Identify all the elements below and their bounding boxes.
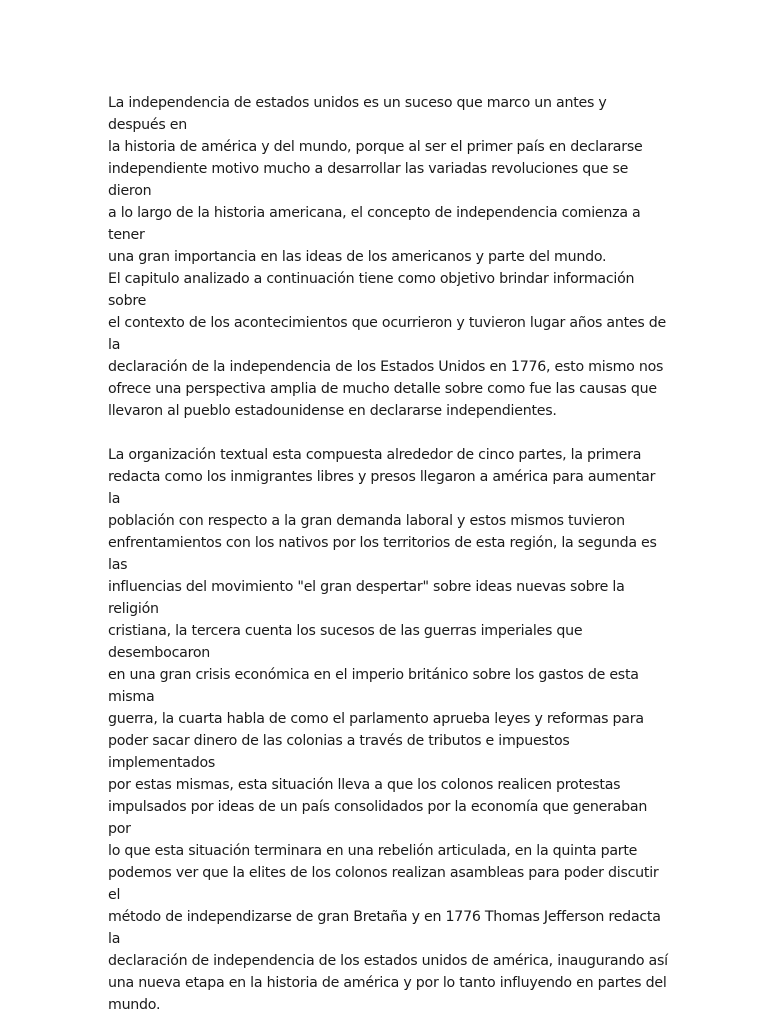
document-body [108, 92, 668, 1016]
paragraph-intro: La independencia de estados unidos es un suceso que marco un antes y después en la historia de américa y del mundo, porque al ser el primer país en declararse independiente motivo mucho a desarrollar las variadas revoluciones que se dieron a lo largo de la historia americana, el concepto de independencia comienza a tener una gran importancia en las ideas de los americanos y parte del mundo. [108, 95, 643, 265]
paragraph-spacer [108, 422, 668, 444]
paragraph-chapter-objective: El capitulo analizado a continuación tiene como objetivo brindar información sobre el contexto de los acontecimientos que ocurrieron y tuvieron lugar años antes de la declaración de la independencia de los Estados Unidos en 1776, esto mismo nos ofrece una perspectiva amplia de mucho detalle sobre como fue las causas que llevaron al pueblo estadounidense en declararse independientes. [108, 271, 667, 419]
paragraph-text-organization: La organización textual esta compuesta alrededor de cinco partes, la primera redacta como los inmigrantes libres y presos llegaron a américa para aumentar la población con respecto a la gran demanda laboral y estos mismos tuvieron enfrentamientos con los nativos por los territorios de esta región, la segunda es las influencias del movimiento "el gran despertar" sobre ideas nuevas sobre la religión cristiana, la tercera cuenta los sucesos de las guerras imperiales que desembocaron en una gran crisis económica en el imperio británico sobre los gastos de esta misma guerra, la cuarta habla de como el parlamento aprueba leyes y reformas para poder sacar dinero de las colonias a través de tributos e impuestos implementados por estas mismas, esta situación lleva a que los colonos realicen protestas impulsados por ideas de un país consolidados por la economía que generaban por lo que esta situación terminara en una rebelión articulada, en la quinta parte podemos ver que la elites de los colonos realizan asambleas para poder discutir el método de independizarse de gran Bretaña y en 1776 Thomas Jefferson redacta la declaración de independencia de los estados unidos de américa, inaugurando así una nueva etapa en la historia de américa y por lo tanto influyendo en partes del mundo. [108, 447, 668, 1013]
